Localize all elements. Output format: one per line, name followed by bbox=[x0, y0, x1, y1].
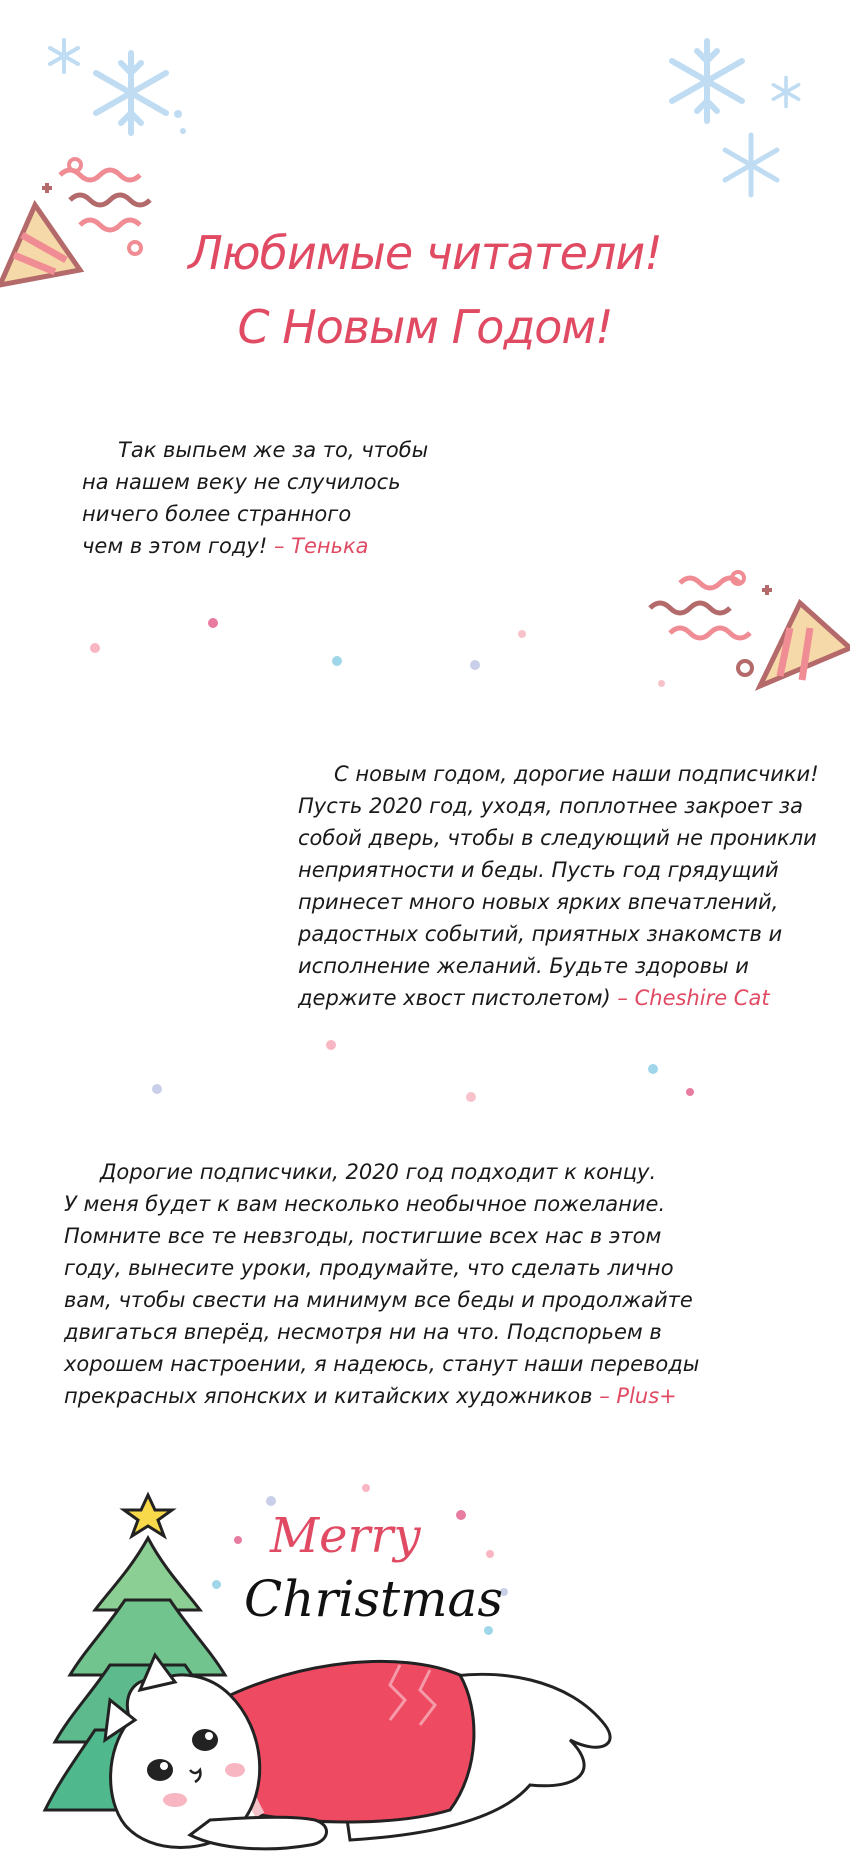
confetti-dot bbox=[362, 1484, 370, 1492]
message-line: ничего более странного bbox=[82, 502, 352, 526]
message-line: хорошем настроении, я надеюсь, станут наши переводы bbox=[64, 1352, 700, 1376]
confetti-dot bbox=[152, 1084, 162, 1094]
confetti-dot bbox=[686, 1088, 694, 1096]
confetti-dot bbox=[90, 643, 100, 653]
snowflake-icon bbox=[86, 48, 176, 138]
message-line: С новым годом, дорогие наши подписчики! bbox=[334, 762, 819, 786]
message-line: двигаться вперёд, несмотря ни на что. Подспорьем в bbox=[64, 1320, 662, 1344]
message-plus bbox=[64, 1156, 699, 1412]
christmas-text: Christmas bbox=[244, 1570, 503, 1628]
confetti-dot bbox=[658, 680, 665, 687]
confetti-dot bbox=[518, 630, 526, 638]
message-line: Так выпьем же за то, чтобы bbox=[118, 438, 429, 462]
message-line: неприятности и беды. Пусть год грядущий bbox=[298, 858, 779, 882]
message-line: радостных событий, приятных знакомств и bbox=[298, 922, 783, 946]
confetti-dot bbox=[466, 1092, 476, 1102]
confetti-dot bbox=[456, 1510, 466, 1520]
message-line: принесет много новых ярких впечатлений, bbox=[298, 890, 779, 914]
message-line: собой дверь, чтобы в следующий не проникли bbox=[298, 826, 817, 850]
message-line: вам, чтобы свести на минимум все беды и продолжайте bbox=[64, 1288, 693, 1312]
message-line: на нашем веку не случилось bbox=[82, 470, 401, 494]
confetti-dot bbox=[234, 1536, 242, 1544]
message-line: Помните все те невзгоды, постигшие всех нас в этом bbox=[64, 1224, 662, 1248]
snowflake-icon bbox=[662, 36, 752, 126]
message-line: прекрасных японских и китайских художников bbox=[64, 1384, 593, 1408]
cat-in-sweater-illustration bbox=[100, 1620, 620, 1870]
confetti-dot bbox=[486, 1550, 494, 1558]
confetti-dot bbox=[648, 1064, 658, 1074]
snowflake-icon bbox=[768, 74, 804, 110]
confetti-dot bbox=[326, 1040, 336, 1050]
page-title-line2: С Новым Годом! bbox=[237, 300, 613, 354]
signature: – Plus+ bbox=[599, 1384, 677, 1408]
confetti-dot bbox=[208, 618, 218, 628]
message-cheshire-cat bbox=[298, 758, 819, 1014]
party-horn-icon bbox=[650, 568, 850, 688]
confetti-dot bbox=[212, 1580, 221, 1589]
message-line: держите хвост пистолетом) bbox=[298, 986, 611, 1010]
confetti-dot bbox=[266, 1496, 276, 1506]
merry-text: Merry bbox=[270, 1508, 421, 1564]
message-line: году, вынесите уроки, продумайте, что сделать лично bbox=[64, 1256, 674, 1280]
message-line: Дорогие подписчики, 2020 год подходит к концу. bbox=[100, 1160, 657, 1184]
message-tenka bbox=[82, 434, 428, 562]
confetti-dot bbox=[180, 128, 186, 134]
confetti-dot bbox=[332, 656, 342, 666]
message-line: У меня будет к вам несколько необычное пожелание. bbox=[64, 1192, 666, 1216]
snowflake-icon bbox=[716, 130, 786, 200]
page-title-line1: Любимые читатели! bbox=[188, 226, 662, 280]
message-line: чем в этом году! bbox=[82, 534, 268, 558]
message-line: Пусть 2020 год, уходя, поплотнее закроет за bbox=[298, 794, 803, 818]
message-line: исполнение желаний. Будьте здоровы и bbox=[298, 954, 749, 978]
confetti-dot bbox=[470, 660, 480, 670]
signature: – Тенька bbox=[273, 534, 369, 558]
signature: – Cheshire Cat bbox=[617, 986, 770, 1010]
confetti-dot bbox=[174, 110, 182, 118]
snowflake-icon bbox=[44, 36, 84, 76]
